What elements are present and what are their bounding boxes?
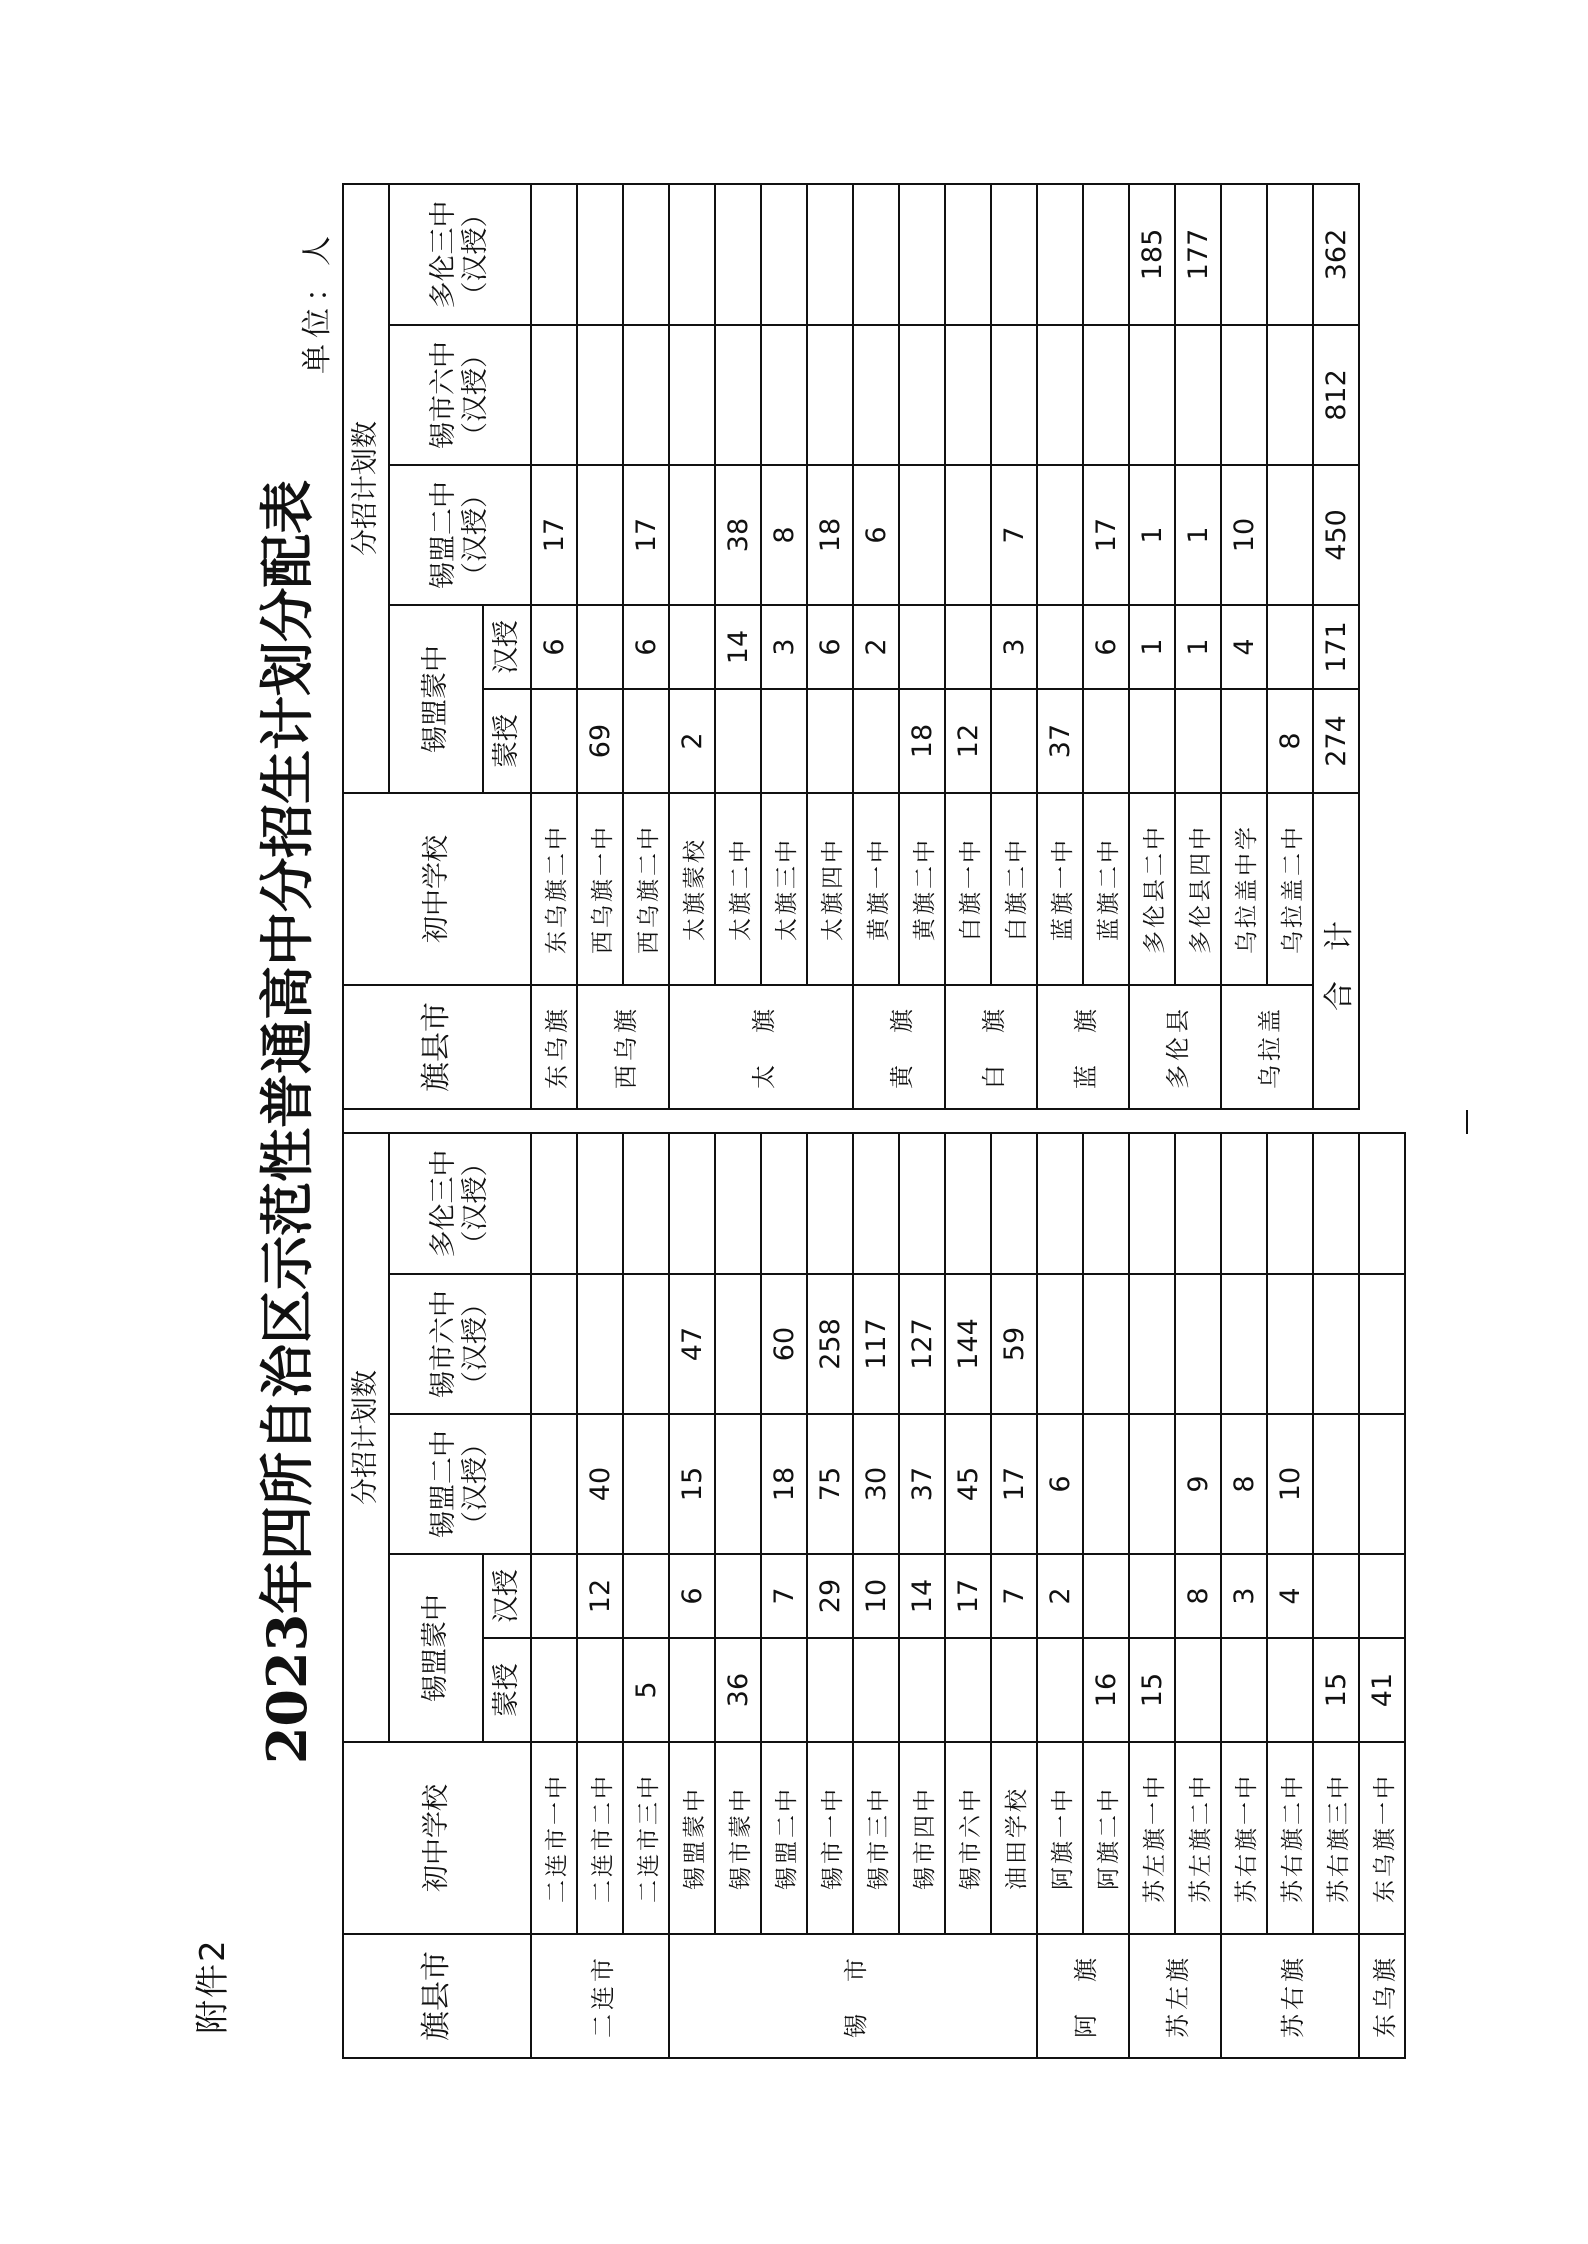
school-cell: 乌拉盖二中 — [1267, 793, 1313, 985]
value-cell-xm2: 17 — [991, 1414, 1037, 1554]
value-cell-dl3 — [899, 184, 945, 325]
school-cell: 太旗三中 — [761, 793, 807, 985]
value-cell-xm2: 9 — [1175, 1414, 1221, 1554]
attachment-label: 附件2 — [193, 1938, 233, 2034]
header-mongolian: 蒙授 — [483, 689, 531, 793]
value-cell-xmmz-h — [1267, 605, 1313, 689]
value-cell-xm2: 6 — [1037, 1414, 1083, 1554]
value-cell-xmmz-h: 6 — [531, 605, 577, 689]
value-cell-xm2: 8 — [1221, 1414, 1267, 1554]
value-cell-xmmz-h — [899, 605, 945, 689]
value-cell-xm2: 10 — [1221, 465, 1267, 605]
value-cell-xm2: 30 — [853, 1414, 899, 1554]
value-cell-xm2: 17 — [1083, 465, 1129, 605]
value-cell-xmmz-m: 18 — [899, 689, 945, 793]
value-cell-xs6 — [1267, 325, 1313, 465]
school-cell: 黄旗一中 — [853, 793, 899, 985]
value-cell-xm2: 37 — [899, 1414, 945, 1554]
value-cell-xs6 — [1359, 1274, 1405, 1414]
school-cell: 二连市一中 — [531, 1742, 577, 1934]
value-cell-xm2: 6 — [853, 465, 899, 605]
value-cell-dl3 — [991, 1133, 1037, 1274]
school-cell: 东乌旗一中 — [1359, 1742, 1405, 1934]
value-cell-xs6 — [945, 325, 991, 465]
header-xs6: 锡市六中（汉授） — [389, 325, 531, 465]
value-cell-xs6: 47 — [669, 1274, 715, 1414]
school-cell: 锡市四中 — [899, 1742, 945, 1934]
region-cell: 苏右旗 — [1221, 1934, 1359, 2058]
table-row — [1037, 1133, 1083, 2058]
value-cell-xm2: 8 — [761, 465, 807, 605]
table-row — [1037, 184, 1083, 1109]
value-cell-dl3 — [577, 184, 623, 325]
value-cell-xm2 — [1313, 1414, 1359, 1554]
value-cell-xm2 — [1129, 1414, 1175, 1554]
table-row — [853, 1133, 899, 2058]
value-cell-dl3 — [853, 1133, 899, 1274]
value-cell-xmmz-h — [577, 605, 623, 689]
value-cell-xm2: 1 — [1129, 465, 1175, 605]
total-value-xm2: 450 — [1313, 465, 1359, 605]
value-cell-xs6 — [1083, 325, 1129, 465]
school-cell: 蓝旗一中 — [1037, 793, 1083, 985]
header-school: 初中学校 — [343, 793, 531, 985]
table-row — [531, 1133, 577, 2058]
table-row — [991, 184, 1037, 1109]
value-cell-xmmz-h: 10 — [853, 1554, 899, 1638]
table-row — [1359, 1133, 1405, 2058]
value-cell-xmmz-m: 37 — [1037, 689, 1083, 793]
value-cell-xs6 — [1129, 325, 1175, 465]
region-cell: 苏左旗 — [1129, 1934, 1221, 2058]
unit-label: 单位：人 — [300, 230, 335, 374]
table-row — [715, 1133, 761, 2058]
value-cell-xs6 — [531, 325, 577, 465]
region-cell: 二连市 — [531, 1934, 669, 2058]
value-cell-xmmz-m: 16 — [1083, 1638, 1129, 1742]
header-school: 初中学校 — [343, 1742, 531, 1934]
table-row — [623, 184, 669, 1109]
value-cell-xmmz-m — [991, 689, 1037, 793]
value-cell-xmmz-h: 1 — [1175, 605, 1221, 689]
table-row — [1129, 184, 1175, 1109]
value-cell-xmmz-h — [669, 605, 715, 689]
school-cell: 苏右旗一中 — [1221, 1742, 1267, 1934]
value-cell-xm2 — [577, 465, 623, 605]
value-cell-dl3 — [1221, 184, 1267, 325]
value-cell-xmmz-m — [899, 1638, 945, 1742]
table-row — [807, 1133, 853, 2058]
school-cell: 东乌旗二中 — [531, 793, 577, 985]
region-cell: 西乌旗 — [577, 985, 669, 1109]
value-cell-dl3 — [761, 1133, 807, 1274]
value-cell-xmmz-m — [715, 689, 761, 793]
region-cell: 乌拉盖 — [1221, 985, 1313, 1109]
value-cell-dl3 — [715, 1133, 761, 1274]
table-row — [945, 184, 991, 1109]
region-cell: 阿 旗 — [1037, 1934, 1129, 2058]
value-cell-dl3 — [669, 1133, 715, 1274]
value-cell-xmmz-m — [853, 1638, 899, 1742]
value-cell-dl3 — [853, 184, 899, 325]
total-value-xmmz-m: 274 — [1313, 689, 1359, 793]
table-row — [899, 184, 945, 1109]
table-row — [531, 184, 577, 1109]
value-cell-dl3 — [715, 184, 761, 325]
value-cell-xs6 — [1037, 1274, 1083, 1414]
value-cell-xs6 — [1267, 1274, 1313, 1414]
value-cell-xmmz-m — [1175, 1638, 1221, 1742]
value-cell-dl3 — [1267, 184, 1313, 325]
region-cell: 东乌旗 — [531, 985, 577, 1109]
value-cell-xmmz-m — [807, 1638, 853, 1742]
value-cell-xm2 — [669, 465, 715, 605]
value-cell-xm2 — [623, 1414, 669, 1554]
value-cell-dl3 — [899, 1133, 945, 1274]
header-dl3: 多伦三中（汉授） — [389, 184, 531, 325]
school-cell: 太旗二中 — [715, 793, 761, 985]
school-cell: 锡盟蒙中 — [669, 1742, 715, 1934]
value-cell-xs6 — [577, 1274, 623, 1414]
table-row — [761, 184, 807, 1109]
value-cell-xm2 — [1267, 465, 1313, 605]
value-cell-xmmz-m: 8 — [1267, 689, 1313, 793]
value-cell-xmmz-h — [715, 1554, 761, 1638]
value-cell-xs6 — [991, 325, 1037, 465]
header-plan-group: 分招计划数 — [343, 1133, 389, 1742]
value-cell-xmmz-h: 4 — [1221, 605, 1267, 689]
value-cell-dl3 — [1037, 184, 1083, 325]
school-cell: 西乌旗一中 — [577, 793, 623, 985]
value-cell-dl3 — [1083, 1133, 1129, 1274]
value-cell-xs6 — [1221, 325, 1267, 465]
value-cell-xmmz-m — [1129, 689, 1175, 793]
value-cell-xm2 — [1359, 1414, 1405, 1554]
value-cell-xmmz-m: 15 — [1129, 1638, 1175, 1742]
value-cell-xmmz-h — [1359, 1554, 1405, 1638]
value-cell-xmmz-m — [623, 689, 669, 793]
table-row — [853, 184, 899, 1109]
value-cell-xs6 — [531, 1274, 577, 1414]
value-cell-xmmz-m — [761, 689, 807, 793]
value-cell-xmmz-m — [807, 689, 853, 793]
value-cell-xm2: 38 — [715, 465, 761, 605]
school-cell: 苏左旗二中 — [1175, 1742, 1221, 1934]
school-cell: 西乌旗二中 — [623, 793, 669, 985]
table-row — [577, 1133, 623, 2058]
value-cell-xmmz-m — [1267, 1638, 1313, 1742]
header-region: 旗县市 — [343, 1934, 531, 2058]
value-cell-xm2: 40 — [577, 1414, 623, 1554]
value-cell-dl3 — [623, 1133, 669, 1274]
school-cell: 多伦县四中 — [1175, 793, 1221, 985]
school-cell: 黄旗二中 — [899, 793, 945, 985]
value-cell-xmmz-m — [1221, 689, 1267, 793]
value-cell-dl3: 185 — [1129, 184, 1175, 325]
value-cell-xm2: 18 — [807, 465, 853, 605]
value-cell-xm2 — [531, 1414, 577, 1554]
school-cell: 白旗二中 — [991, 793, 1037, 985]
header-chinese: 汉授 — [483, 605, 531, 689]
school-cell: 多伦县二中 — [1129, 793, 1175, 985]
value-cell-xm2 — [715, 1414, 761, 1554]
value-cell-xmmz-m — [853, 689, 899, 793]
total-value-dl3: 362 — [1313, 184, 1359, 325]
value-cell-xmmz-h: 14 — [715, 605, 761, 689]
value-cell-dl3 — [1359, 1133, 1405, 1274]
value-cell-xmmz-h: 29 — [807, 1554, 853, 1638]
value-cell-xs6: 117 — [853, 1274, 899, 1414]
value-cell-xmmz-m — [761, 1638, 807, 1742]
school-cell: 苏右旗二中 — [1267, 1742, 1313, 1934]
page-title: 2023年四所自治区示范性普通高中分招生计划分配表 — [255, 479, 319, 1765]
header-xs6: 锡市六中（汉授） — [389, 1274, 531, 1414]
value-cell-xs6 — [715, 1274, 761, 1414]
value-cell-xmmz-h: 14 — [899, 1554, 945, 1638]
table-row — [669, 1133, 715, 2058]
left-allocation-table — [342, 1132, 1406, 2059]
value-cell-xmmz-h: 17 — [945, 1554, 991, 1638]
value-cell-xs6 — [577, 325, 623, 465]
value-cell-xs6: 144 — [945, 1274, 991, 1414]
school-cell: 苏左旗一中 — [1129, 1742, 1175, 1934]
value-cell-xmmz-h — [1083, 1554, 1129, 1638]
school-cell: 锡市三中 — [853, 1742, 899, 1934]
value-cell-xmmz-h: 4 — [1267, 1554, 1313, 1638]
school-cell: 苏右旗三中 — [1313, 1742, 1359, 1934]
value-cell-xs6 — [761, 325, 807, 465]
table-row — [1175, 1133, 1221, 2058]
region-cell: 东乌旗 — [1359, 1934, 1405, 2058]
value-cell-xmmz-h: 7 — [761, 1554, 807, 1638]
table-row — [1313, 1133, 1359, 2058]
value-cell-xmmz-h: 3 — [991, 605, 1037, 689]
table-row — [1221, 1133, 1267, 2058]
header-mongolian: 蒙授 — [483, 1638, 531, 1742]
value-cell-dl3 — [991, 184, 1037, 325]
value-cell-xs6 — [1083, 1274, 1129, 1414]
total-value-xmmz-h: 171 — [1313, 605, 1359, 689]
value-cell-xs6 — [807, 325, 853, 465]
school-cell: 锡盟二中 — [761, 1742, 807, 1934]
total-label: 合计 — [1313, 793, 1359, 1109]
value-cell-xmmz-m: 41 — [1359, 1638, 1405, 1742]
table-row — [1267, 1133, 1313, 2058]
value-cell-xmmz-m — [1221, 1638, 1267, 1742]
table-row — [1221, 184, 1267, 1109]
value-cell-xmmz-m — [1037, 1638, 1083, 1742]
header-xm2: 锡盟二中（汉授） — [389, 465, 531, 605]
value-cell-xmmz-m — [531, 689, 577, 793]
value-cell-xmmz-m — [1083, 689, 1129, 793]
value-cell-xmmz-h — [945, 605, 991, 689]
value-cell-xs6 — [715, 325, 761, 465]
value-cell-xm2: 17 — [623, 465, 669, 605]
table-row — [715, 184, 761, 1109]
total-value-xs6: 812 — [1313, 325, 1359, 465]
value-cell-xm2: 15 — [669, 1414, 715, 1554]
header-dl3: 多伦三中（汉授） — [389, 1133, 531, 1274]
value-cell-xs6: 127 — [899, 1274, 945, 1414]
value-cell-xm2: 10 — [1267, 1414, 1313, 1554]
value-cell-xmmz-m: 12 — [945, 689, 991, 793]
table-row — [577, 184, 623, 1109]
value-cell-dl3 — [1267, 1133, 1313, 1274]
value-cell-dl3 — [761, 184, 807, 325]
value-cell-dl3 — [807, 1133, 853, 1274]
value-cell-xmmz-m — [945, 1638, 991, 1742]
value-cell-xs6 — [853, 325, 899, 465]
total-row — [1313, 184, 1359, 1109]
value-cell-xm2 — [1083, 1414, 1129, 1554]
region-cell: 多伦县 — [1129, 985, 1221, 1109]
value-cell-xmmz-h — [1037, 605, 1083, 689]
header-region: 旗县市 — [343, 985, 531, 1109]
table-row — [1175, 184, 1221, 1109]
value-cell-xs6 — [669, 325, 715, 465]
value-cell-xmmz-h — [623, 1554, 669, 1638]
value-cell-xmmz-h — [1129, 1554, 1175, 1638]
value-cell-dl3 — [945, 184, 991, 325]
value-cell-xmmz-h: 3 — [1221, 1554, 1267, 1638]
table-row — [899, 1133, 945, 2058]
school-cell: 蓝旗二中 — [1083, 793, 1129, 985]
value-cell-dl3 — [1037, 1133, 1083, 1274]
value-cell-xm2 — [945, 465, 991, 605]
value-cell-xs6: 258 — [807, 1274, 853, 1414]
value-cell-xmmz-m: 69 — [577, 689, 623, 793]
value-cell-dl3 — [531, 1133, 577, 1274]
value-cell-xmmz-m: 36 — [715, 1638, 761, 1742]
value-cell-xm2 — [1037, 465, 1083, 605]
right-allocation-table — [342, 183, 1360, 1110]
value-cell-xmmz-m — [531, 1638, 577, 1742]
header-xmmz: 锡盟蒙中 — [389, 605, 483, 793]
school-cell: 白旗一中 — [945, 793, 991, 985]
value-cell-xs6 — [1129, 1274, 1175, 1414]
table-row — [1083, 1133, 1129, 2058]
table-row — [1083, 184, 1129, 1109]
value-cell-xmmz-h — [531, 1554, 577, 1638]
value-cell-xmmz-h: 6 — [807, 605, 853, 689]
value-cell-dl3 — [577, 1133, 623, 1274]
value-cell-xm2: 18 — [761, 1414, 807, 1554]
value-cell-xmmz-h — [1313, 1554, 1359, 1638]
value-cell-xm2: 45 — [945, 1414, 991, 1554]
value-cell-xs6 — [1175, 1274, 1221, 1414]
header-xmmz: 锡盟蒙中 — [389, 1554, 483, 1742]
value-cell-xmmz-h: 6 — [1083, 605, 1129, 689]
value-cell-xm2: 7 — [991, 465, 1037, 605]
value-cell-xmmz-m: 15 — [1313, 1638, 1359, 1742]
header-xm2: 锡盟二中（汉授） — [389, 1414, 531, 1554]
value-cell-xs6: 59 — [991, 1274, 1037, 1414]
school-cell: 太旗四中 — [807, 793, 853, 985]
school-cell: 二连市二中 — [577, 1742, 623, 1934]
value-cell-xmmz-m: 2 — [669, 689, 715, 793]
value-cell-xs6 — [899, 325, 945, 465]
value-cell-xmmz-m: 5 — [623, 1638, 669, 1742]
value-cell-xm2: 75 — [807, 1414, 853, 1554]
school-cell: 阿旗二中 — [1083, 1742, 1129, 1934]
region-cell: 蓝 旗 — [1037, 985, 1129, 1109]
table-row — [991, 1133, 1037, 2058]
value-cell-dl3 — [1129, 1133, 1175, 1274]
value-cell-xs6 — [1313, 1274, 1359, 1414]
value-cell-xm2: 17 — [531, 465, 577, 605]
table-row — [623, 1133, 669, 2058]
region-cell: 黄 旗 — [853, 985, 945, 1109]
value-cell-xmmz-h: 3 — [761, 605, 807, 689]
value-cell-xmmz-m — [1175, 689, 1221, 793]
value-cell-xmmz-h: 12 — [577, 1554, 623, 1638]
table-row — [1129, 1133, 1175, 2058]
value-cell-xmmz-h: 1 — [1129, 605, 1175, 689]
table-row — [761, 1133, 807, 2058]
value-cell-xmmz-h: 2 — [853, 605, 899, 689]
value-cell-dl3 — [945, 1133, 991, 1274]
value-cell-xmmz-m — [577, 1638, 623, 1742]
value-cell-dl3 — [623, 184, 669, 325]
value-cell-xs6 — [1037, 325, 1083, 465]
region-cell: 白 旗 — [945, 985, 1037, 1109]
value-cell-dl3 — [669, 184, 715, 325]
value-cell-xm2 — [899, 465, 945, 605]
region-cell: 太 旗 — [669, 985, 853, 1109]
value-cell-dl3 — [1175, 1133, 1221, 1274]
value-cell-xs6 — [1175, 325, 1221, 465]
value-cell-xmmz-h: 7 — [991, 1554, 1037, 1638]
value-cell-dl3 — [1221, 1133, 1267, 1274]
school-cell: 乌拉盖中学 — [1221, 793, 1267, 985]
header-chinese: 汉授 — [483, 1554, 531, 1638]
region-cell: 锡 市 — [669, 1934, 1037, 2058]
table-divider — [342, 1110, 1468, 1134]
value-cell-xmmz-m — [991, 1638, 1037, 1742]
school-cell: 阿旗一中 — [1037, 1742, 1083, 1934]
school-cell: 锡市六中 — [945, 1742, 991, 1934]
value-cell-xs6 — [1221, 1274, 1267, 1414]
value-cell-xmmz-h: 6 — [669, 1554, 715, 1638]
school-cell: 太旗蒙校 — [669, 793, 715, 985]
value-cell-dl3: 177 — [1175, 184, 1221, 325]
header-plan-group: 分招计划数 — [343, 184, 389, 793]
school-cell: 锡市一中 — [807, 1742, 853, 1934]
value-cell-xs6 — [623, 325, 669, 465]
value-cell-dl3 — [1083, 184, 1129, 325]
value-cell-xs6 — [623, 1274, 669, 1414]
table-row — [945, 1133, 991, 2058]
value-cell-xmmz-h: 2 — [1037, 1554, 1083, 1638]
value-cell-dl3 — [1313, 1133, 1359, 1274]
value-cell-dl3 — [531, 184, 577, 325]
school-cell: 锡市蒙中 — [715, 1742, 761, 1934]
table-row — [1267, 184, 1313, 1109]
value-cell-xmmz-h: 6 — [623, 605, 669, 689]
value-cell-xmmz-h: 8 — [1175, 1554, 1221, 1638]
school-cell: 二连市三中 — [623, 1742, 669, 1934]
value-cell-xs6: 60 — [761, 1274, 807, 1414]
table-row — [807, 184, 853, 1109]
value-cell-dl3 — [807, 184, 853, 325]
table-row — [669, 184, 715, 1109]
school-cell: 油田学校 — [991, 1742, 1037, 1934]
value-cell-xmmz-m — [669, 1638, 715, 1742]
value-cell-xm2: 1 — [1175, 465, 1221, 605]
